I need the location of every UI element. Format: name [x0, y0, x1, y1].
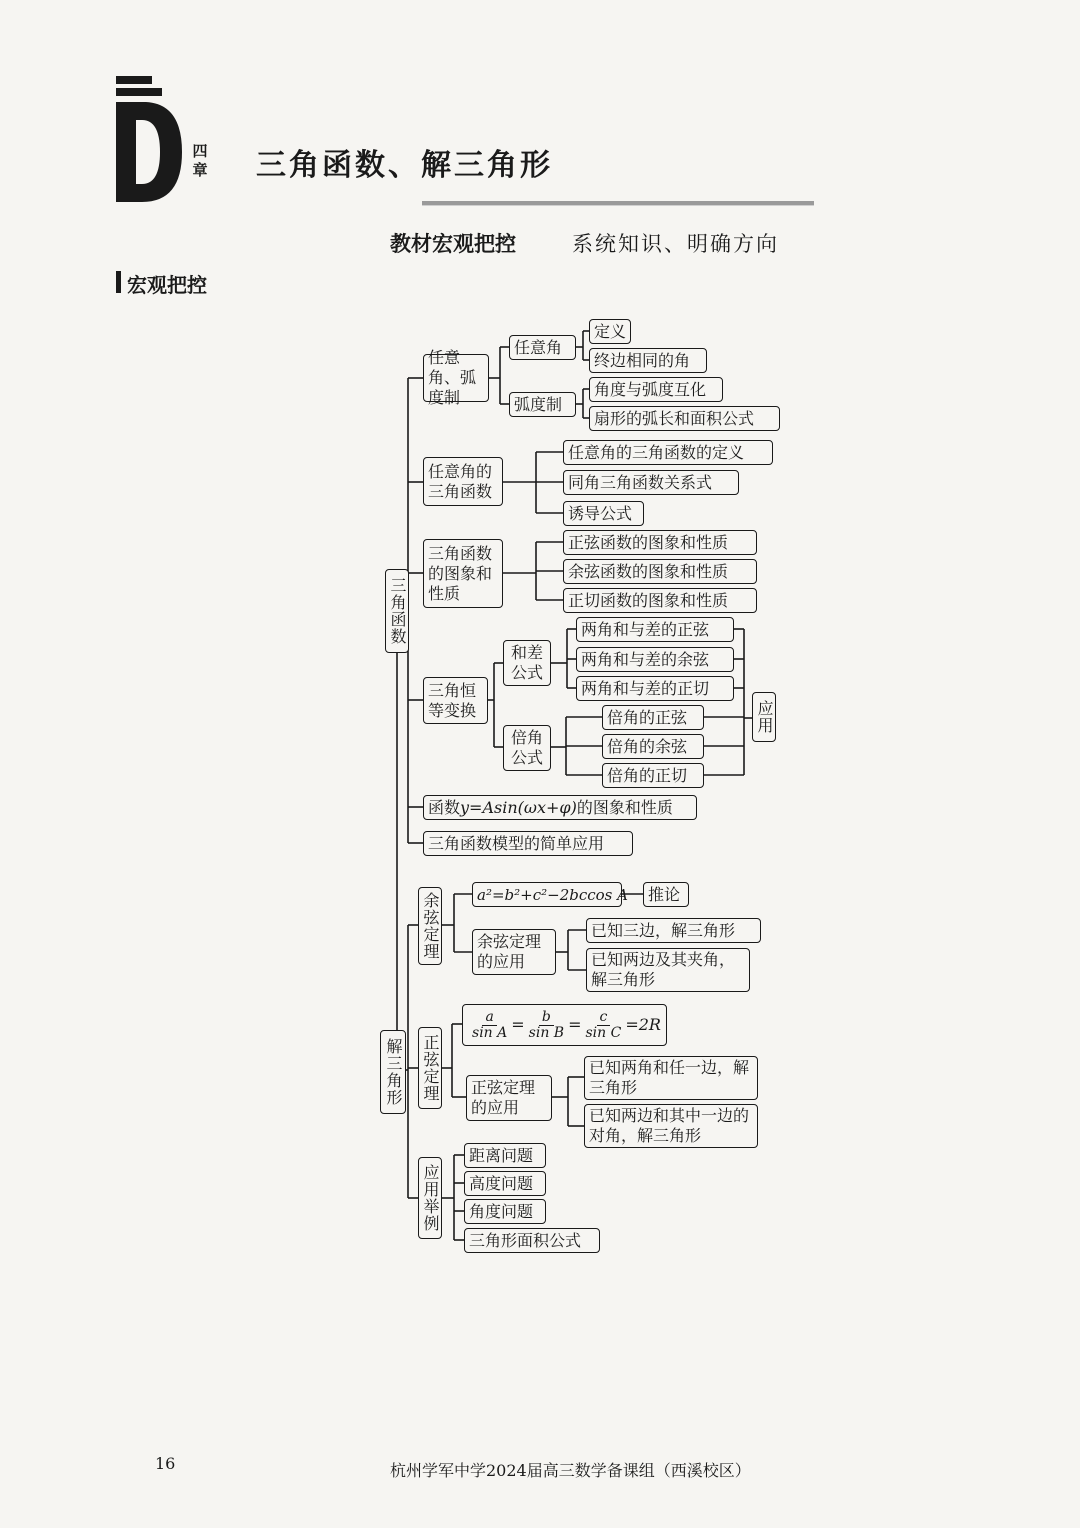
- node-definition: 定义: [589, 319, 631, 344]
- node-arbitrary-angle: 任意角: [509, 335, 576, 360]
- node-cos-formula: a²=b²+c²−2bccos A: [472, 882, 622, 907]
- node-area: 三角形面积公式: [464, 1228, 600, 1253]
- node-sum-diff: 和差公式: [503, 640, 551, 686]
- node-identity: 三角恒等变换: [423, 677, 488, 724]
- eq-2: =: [568, 1015, 582, 1034]
- node-trig-of-any-angle: 任意角的三角函数: [423, 457, 503, 506]
- node-induction: 诱导公式: [563, 501, 644, 526]
- node-sd-tan: 两角和与差的正切: [576, 676, 734, 701]
- node-trig-def: 任意角的三角函数的定义: [563, 440, 773, 465]
- node-double: 倍角公式: [503, 725, 551, 771]
- page-number: 16: [155, 1454, 176, 1473]
- node-corollary: 推论: [643, 882, 689, 907]
- two-r: =2R: [625, 1015, 661, 1034]
- node-tan-graph: 正切函数的图象和性质: [563, 588, 757, 613]
- node-sin-law-app: 正弦定理的应用: [466, 1075, 552, 1121]
- node-distance: 距离问题: [464, 1143, 546, 1168]
- eq-1: =: [511, 1015, 525, 1034]
- node-trig-functions: 三角函数: [385, 569, 409, 653]
- node-func-graph: [423, 795, 697, 820]
- node-sin-law: 正弦定理: [418, 1027, 442, 1109]
- node-two-sides-opp: 已知两边和其中一边的对角，解三角形: [584, 1104, 758, 1148]
- node-solve-triangle: 解三角形: [380, 1030, 406, 1114]
- node-deg-rad-convert: 角度与弧度互化: [589, 377, 723, 402]
- section-title: 宏观把控: [127, 273, 207, 297]
- node-cos-graph: 余弦函数的图象和性质: [563, 559, 757, 584]
- node-angle: 角度问题: [464, 1199, 546, 1224]
- node-same-angle: 同角三角函数关系式: [563, 470, 739, 495]
- chapter-label: 四章: [192, 142, 208, 179]
- node-graph-props: 三角函数的图象和性质: [423, 539, 503, 608]
- func-formula: y=Asin(ωx+φ): [460, 797, 577, 817]
- node-dbl-cos: 倍角的余弦: [602, 734, 704, 759]
- node-sd-sin: 两角和与差的正弦: [576, 617, 734, 642]
- node-cos-law: 余弦定理: [418, 887, 442, 965]
- func-prefix: 函数: [428, 797, 461, 817]
- node-sin-formula: [462, 1004, 667, 1046]
- subhead: 教材宏观把控: [390, 232, 516, 256]
- node-cos-law-app: 余弦定理的应用: [472, 929, 556, 975]
- frac-a: $\frac{a}{\text{sin A}}$: [472, 1008, 508, 1041]
- node-dbl-sin: 倍角的正弦: [602, 705, 704, 730]
- node-three-sides: 已知三边，解三角形: [586, 918, 761, 943]
- node-examples: 应用举例: [418, 1157, 442, 1239]
- footer-text: 杭州学军中学2024届高三数学备课组（西溪校区）: [390, 1461, 751, 1480]
- node-radian: 弧度制: [509, 392, 576, 417]
- frac-b: $\frac{b}{\text{sin B}}$: [528, 1008, 565, 1041]
- node-sector-formula: 扇形的弧长和面积公式: [589, 406, 780, 431]
- node-two-angles-side: 已知两角和任一边，解三角形: [584, 1056, 758, 1100]
- node-model-app: 三角函数模型的简单应用: [423, 831, 633, 856]
- node-sin-graph: 正弦函数的图象和性质: [563, 530, 757, 555]
- func-suffix: 的图象和性质: [576, 797, 673, 817]
- node-application: 应用: [752, 692, 776, 742]
- slogan: 系统知识、明确方向: [572, 232, 779, 256]
- frac-c: $\frac{c}{\text{sin C}}$: [585, 1008, 622, 1041]
- node-height: 高度问题: [464, 1171, 546, 1196]
- node-arbitrary-angle-radian: 任意角、弧度制: [423, 354, 489, 402]
- chapter-title: 三角函数、解三角形: [256, 148, 553, 183]
- node-sd-cos: 两角和与差的余弦: [576, 647, 734, 672]
- node-two-sides-incl: 已知两边及其夹角，解三角形: [586, 948, 750, 992]
- node-dbl-tan: 倍角的正切: [602, 763, 704, 788]
- node-coterminal: 终边相同的角: [589, 348, 707, 373]
